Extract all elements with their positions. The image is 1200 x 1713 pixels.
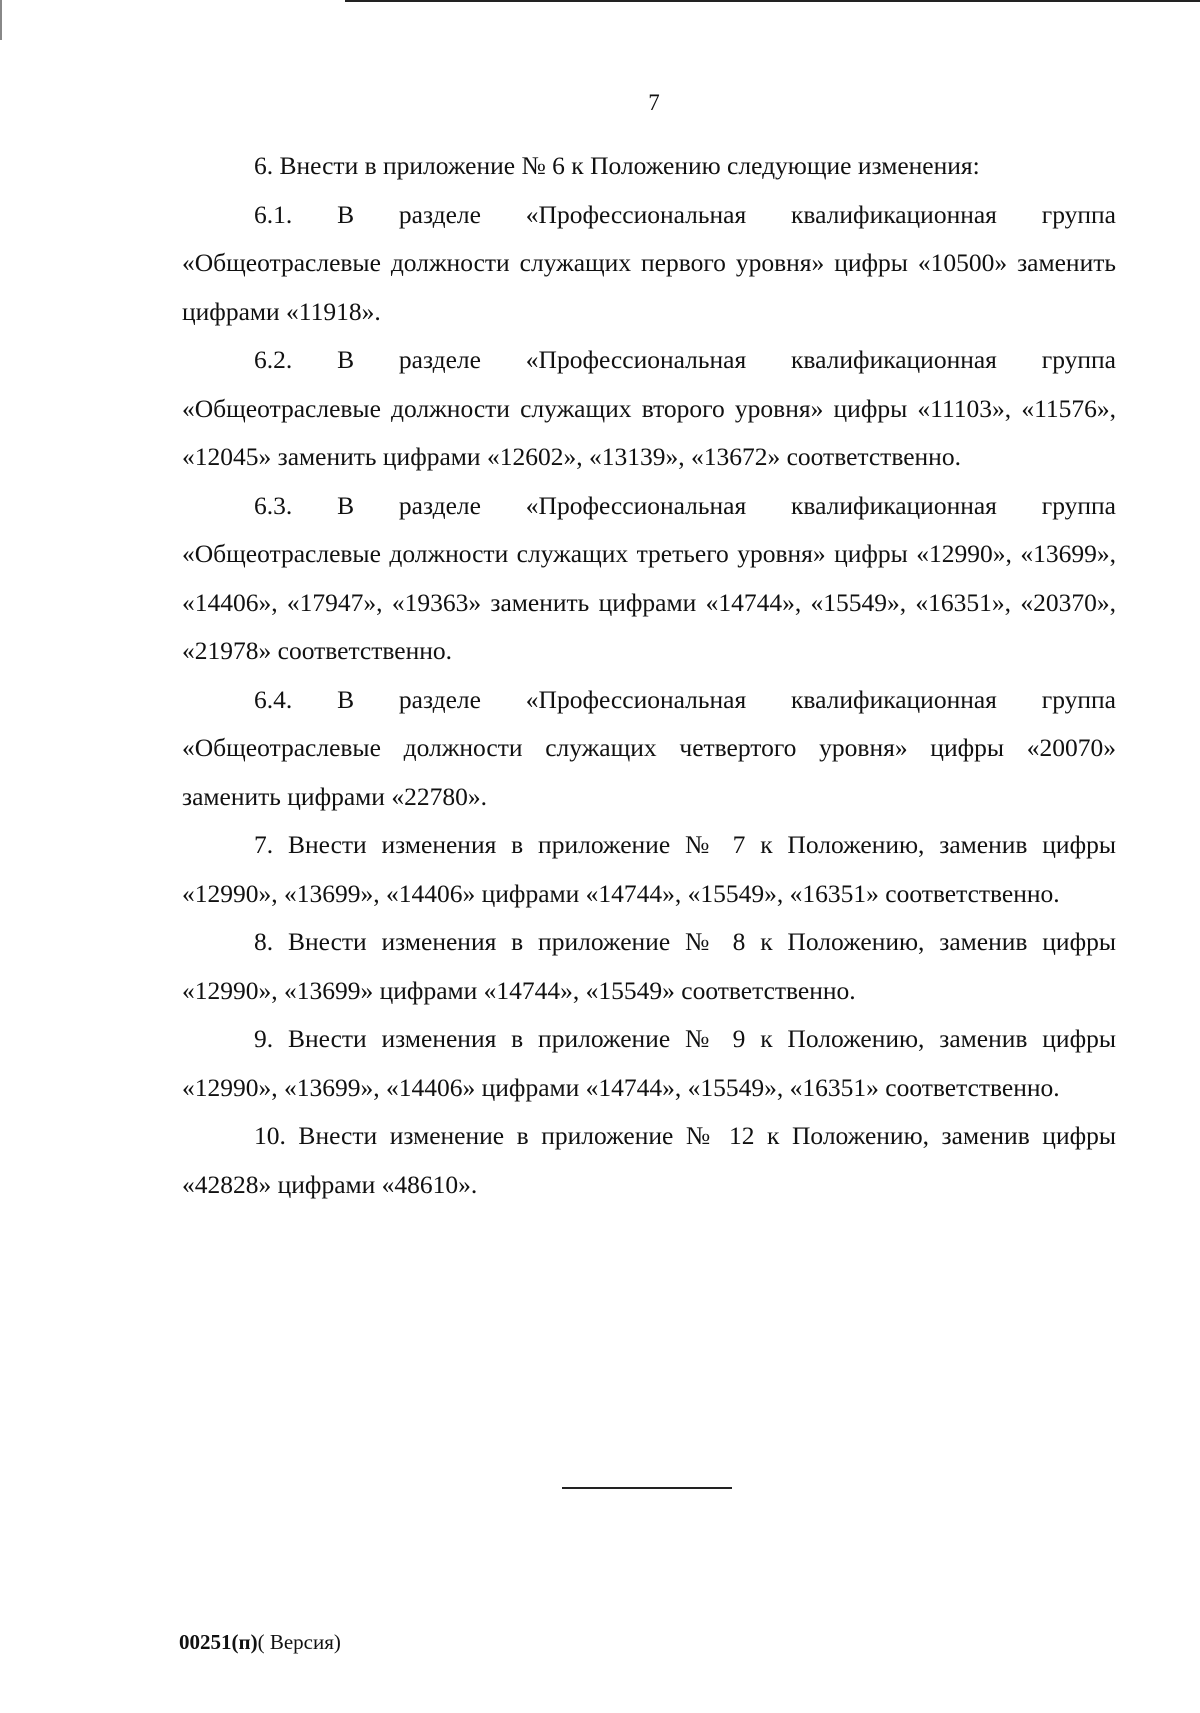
- document-footer: [179, 1630, 341, 1655]
- paragraph-6: 6. Внести в приложение № 6 к Положению следующие изменения:: [254, 151, 980, 180]
- document-body: [182, 142, 1116, 1209]
- document-code: 00251(п): [179, 1630, 258, 1654]
- paragraph-7: 7. Внести изменения в приложение № 7 к Положению, заменив цифры «12990», «13699», «14406» цифрами «14744», «15549», «16351» соответственно.: [182, 830, 1116, 908]
- paragraph-6-3: 6.3. В разделе «Профессиональная квалификационная группа «Общеотраслевые должности служащих третьего уровня» цифры «12990», «13699», «14406», «17947», «19363» заменить цифрами «14744», «15549», «16351», «20370», «21978» соответственно.: [182, 490, 1116, 665]
- closing-separator-line: [562, 1487, 732, 1489]
- top-border-line: [345, 0, 1200, 2]
- paragraph-8: 8. Внести изменения в приложение № 8 к Положению, заменив цифры «12990», «13699» цифрами «14744», «15549» соответственно.: [182, 927, 1116, 1005]
- document-version: ( Версия): [257, 1630, 341, 1654]
- paragraph-10: 10. Внести изменение в приложение № 12 к Положению, заменив цифры «42828» цифрами «48610».: [182, 1121, 1116, 1199]
- paragraph-6-1: 6.1. В разделе «Профессиональная квалификационная группа «Общеотраслевые должности служащих первого уровня» цифры «10500» заменить цифрами «11918».: [182, 199, 1116, 326]
- page-number: 7: [648, 90, 660, 115]
- paragraph-6-2: 6.2. В разделе «Профессиональная квалификационная группа «Общеотраслевые должности служащих второго уровня» цифры «11103», «11576», «12045» заменить цифрами «12602», «13139», «13672» соответственно.: [182, 345, 1116, 471]
- paragraph-6-4: 6.4. В разделе «Профессиональная квалификационная группа «Общеотраслевые должности служащих четвертого уровня» цифры «20070» заменить цифрами «22780».: [182, 684, 1116, 811]
- left-edge-mark: [0, 0, 2, 40]
- paragraph-9: 9. Внести изменения в приложение № 9 к Положению, заменив цифры «12990», «13699», «14406» цифрами «14744», «15549», «16351» соответственно.: [182, 1024, 1116, 1102]
